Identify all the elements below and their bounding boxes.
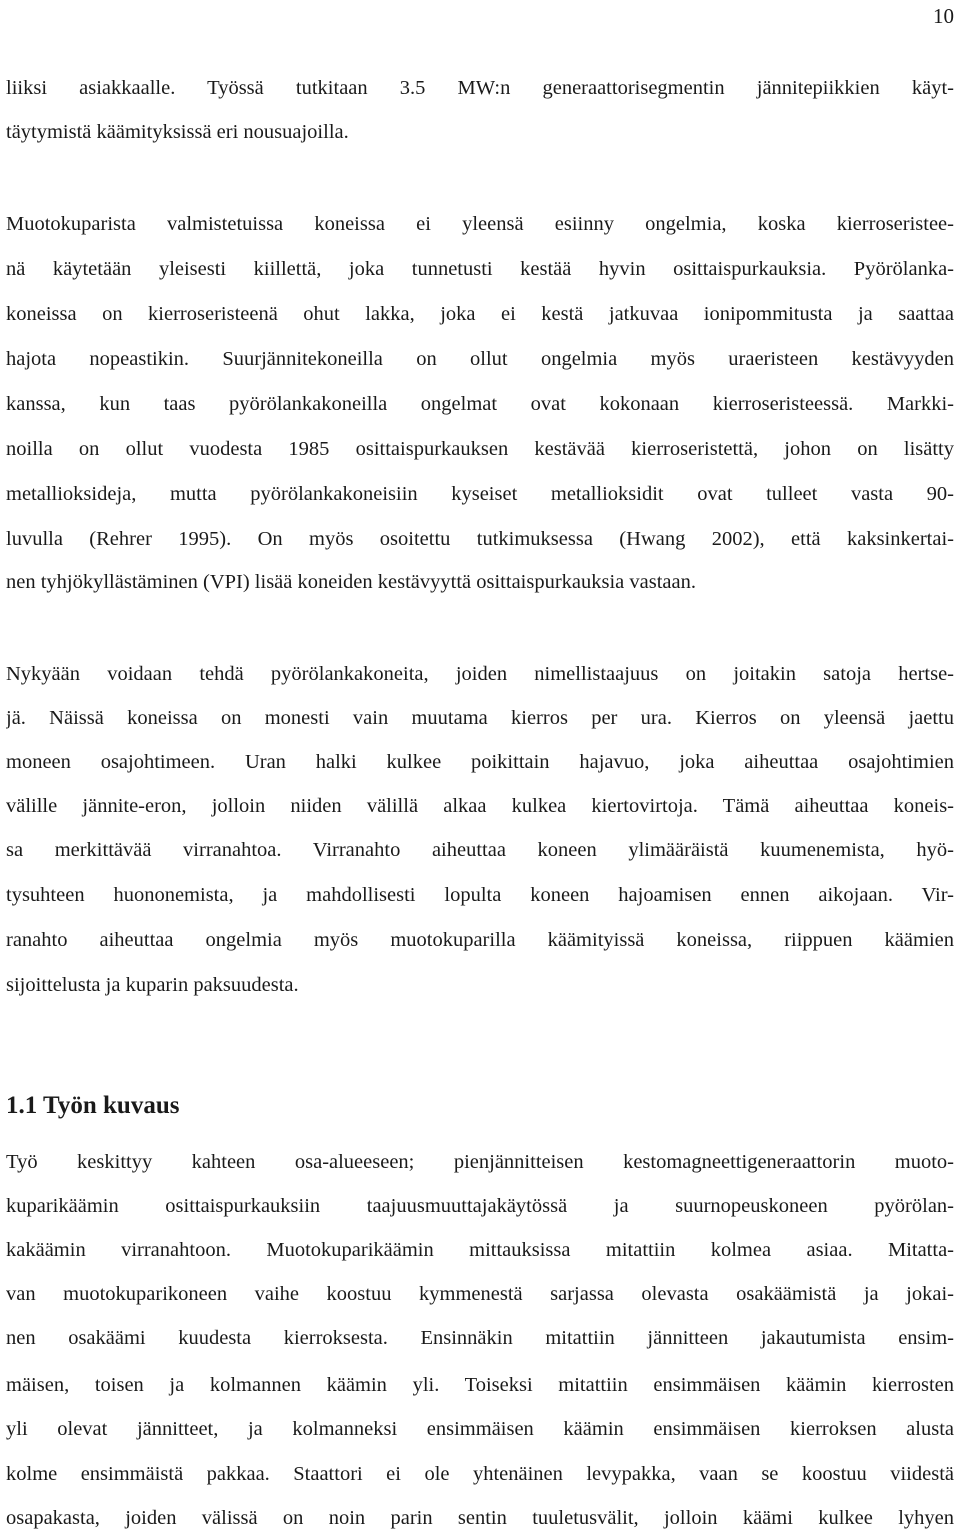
text-line: moneen osajohtimeen. Uran halki kulkee poikittain hajavuo, joka aiheuttaa osajohtimien [6,751,954,773]
text-line: nen tyhjökyllästäminen (VPI) lisää koneiden kestävyyttä osittaispurkauksia vastaan. [6,571,697,593]
text-line: yli olevat jännitteet, ja kolmanneksi ensimmäisen käämin ensimmäisen kierroksen alusta [6,1418,954,1440]
text-line: kakäämin virranahtoon. Muotokuparikäämin mittauksissa mitattiin kolmea asiaa. Mitatta- [6,1239,954,1261]
text-line: jä. Näissä koneissa on monesti vain muutama kierros per ura. Kierros on yleensä jaettu [6,707,954,729]
text-line: koneissa on kierroseristeenä ohut lakka, joka ei kestä jatkuvaa ionipommitusta ja saattaa [6,303,954,325]
text-line: kanssa, kun taas pyörölankakoneilla ongelmat ovat kokonaan kierroseristeessä. Markki- [6,393,954,415]
text-line: Nykyään voidaan tehdä pyörölankakoneita, joiden nimellistaajuus on joitakin satoja hertse- [6,663,954,685]
text-line: kuparikäämin osittaispurkauksiin taajuusmuuttajakäytössä ja suurnopeuskoneen pyörölan- [6,1195,954,1217]
text-line: mäisen, toisen ja kolmannen käämin yli. Toiseksi mitattiin ensimmäisen käämin kierrosten [6,1374,954,1396]
text-line: nen osakäämi kuudesta kierroksesta. Ensinnäkin mitattiin jännitteen jakautumista ensim- [6,1327,954,1349]
text-line: ranahto aiheuttaa ongelmia myös muotokuparilla käämityissä koneissa, riippuen käämien [6,929,954,951]
text-line: metallioksideja, mutta pyörölankakoneisiin kyseiset metallioksidit ovat tulleet vasta 90- [6,483,954,505]
text-line: sijoittelusta ja kuparin paksuudesta. [6,974,299,996]
text-line: kolme ensimmäistä pakkaa. Staattori ei ole yhtenäinen levypakka, vaan se koostuu viidestä [6,1463,954,1485]
text-line: noilla on ollut vuodesta 1985 osittaispurkauksen kestävää kierroseristettä, johon on lisätty [6,438,954,460]
text-line: osapakasta, joiden välissä on noin parin sentin tuuletusvälit, jolloin käämi kulkee lyhyen [6,1507,954,1529]
text-line: tysuhteen huononemista, ja mahdollisesti lopulta koneen hajoamisen ennen aikojaan. Vir- [6,884,954,906]
text-line: luvulla (Rehrer 1995). On myös osoitettu tutkimuksessa (Hwang 2002), että kaksinkertai- [6,528,954,550]
text-line: Muotokuparista valmistetuissa koneissa ei yleensä esiinny ongelmia, koska kierroseristee- [6,213,954,235]
text-line: välille jännite-eron, jolloin niiden välillä alkaa kulkea kiertovirtoja. Tämä aiheuttaa koneis- [6,795,954,817]
text-line: liiksi asiakkaalle. Työssä tutkitaan 3.5 MW:n generaattorisegmentin jännitepiikkien käyt- [6,77,954,99]
page-number: 10 [933,4,954,28]
text-line: hajota nopeastikin. Suurjännitekoneilla on ollut ongelmia myös uraeristeen kestävyyden [6,348,954,370]
text-line: van muotokuparikoneen vaihe koostuu kymmenestä sarjassa olevasta osakäämistä ja jokai- [6,1283,954,1305]
text-line: täytymistä käämityksissä eri nousuajoilla. [6,121,349,143]
text-line: Työ keskittyy kahteen osa-alueeseen; pienjännitteisen kestomagneettigeneraattorin muoto- [6,1151,954,1173]
section-heading: 1.1 Työn kuvaus [6,1092,180,1119]
text-line: sa merkittävää virranahtoa. Virranahto aiheuttaa koneen ylimääräistä kuumenemista, hyö- [6,839,954,861]
text-line: nä käytetään yleisesti kiillettä, joka tunnetusti kestää hyvin osittaispurkauksia. Pyörölanka- [6,258,954,280]
